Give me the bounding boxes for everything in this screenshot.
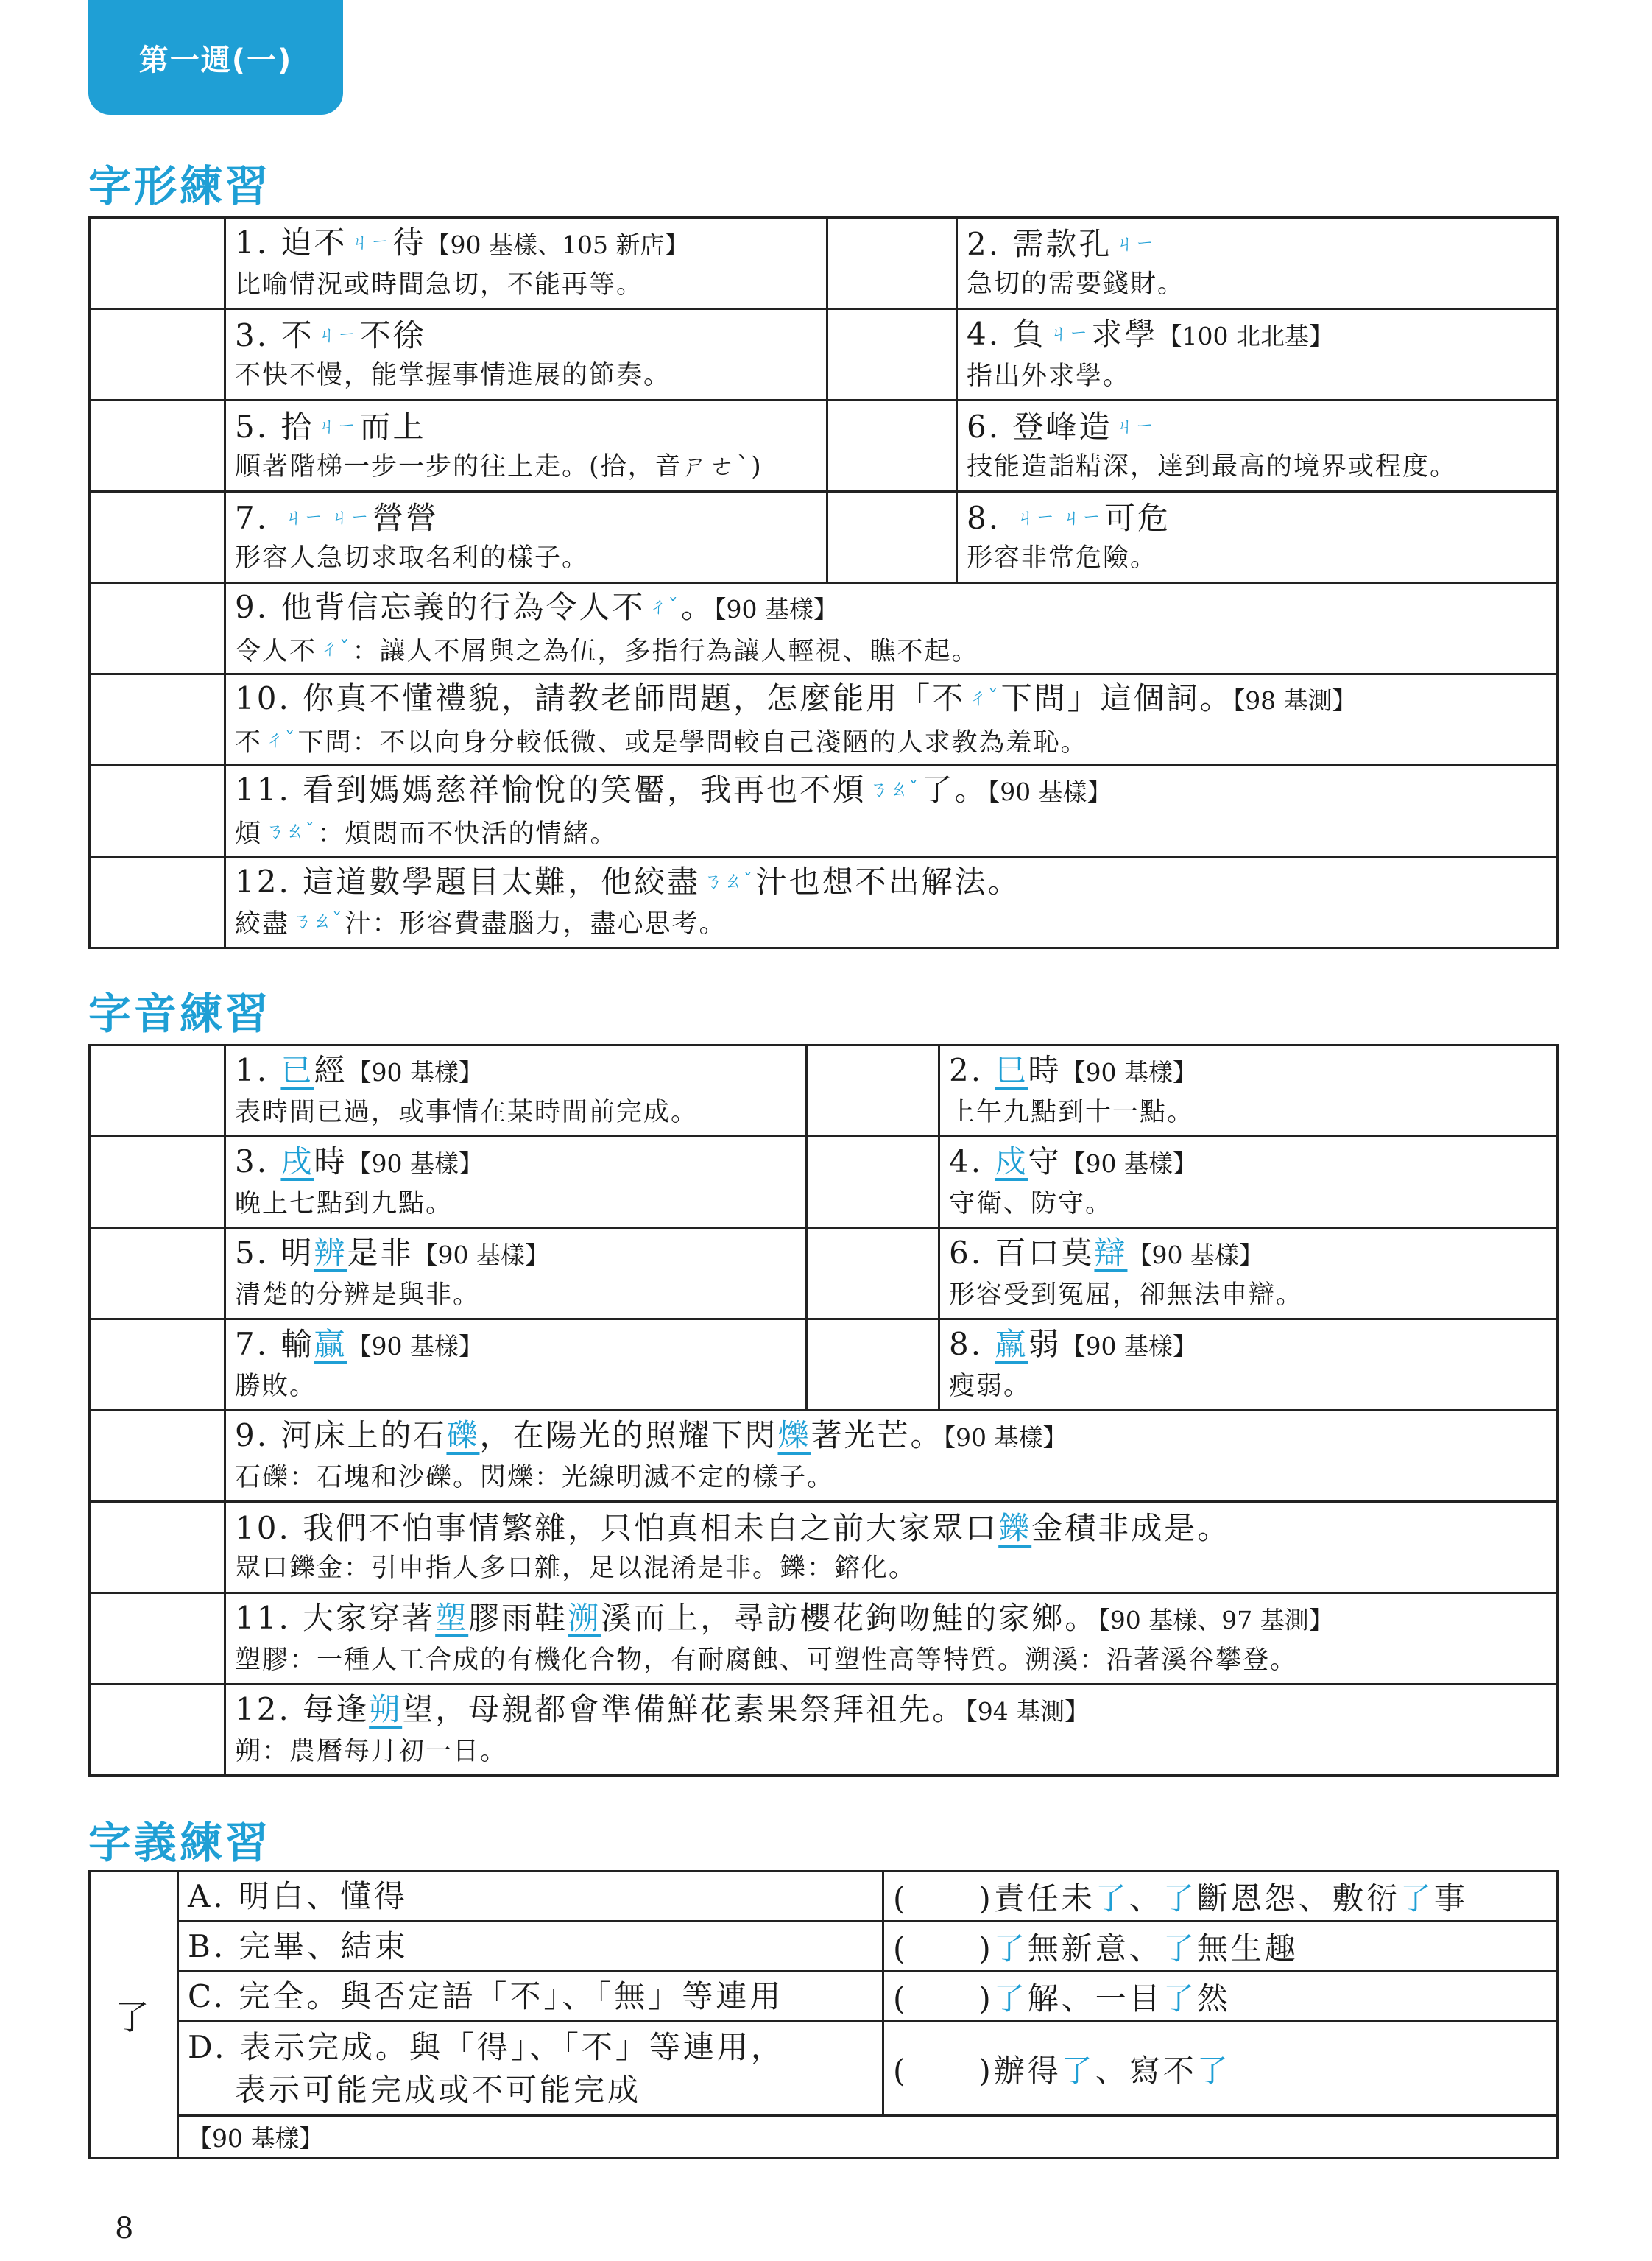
spacer-cell bbox=[827, 492, 957, 583]
label-cell bbox=[90, 218, 225, 309]
section-title-meaning: 字義練習 bbox=[88, 1818, 272, 1868]
source-tag: 【90 基樣】 bbox=[347, 1058, 483, 1087]
sound-item-wide bbox=[225, 1502, 1558, 1593]
highlighted-char: 戍 bbox=[995, 1143, 1028, 1179]
label-cell bbox=[90, 1137, 225, 1228]
week-tab bbox=[88, 0, 343, 115]
item-sentence bbox=[235, 1689, 1547, 1732]
zhuyin-annotation: ㄐㄧ bbox=[1048, 322, 1089, 345]
item-definition bbox=[235, 722, 1547, 762]
item-definition: 指出外求學。 bbox=[967, 361, 1131, 391]
zhuyin-annotation: ㄔˇ bbox=[265, 728, 295, 752]
sound-item bbox=[939, 1228, 1558, 1319]
highlighted-char: 了 bbox=[1399, 1880, 1434, 1916]
item-definition: 技能造詣精深，達到最高的境界或程度。 bbox=[967, 451, 1458, 482]
spacer-cell bbox=[807, 1319, 939, 1411]
zhuyin-annotation: ㄋㄠˇ bbox=[292, 910, 342, 933]
highlighted-char: 贏 bbox=[314, 1326, 347, 1362]
spacer-cell bbox=[827, 309, 957, 401]
term-text: 不徐 bbox=[359, 317, 426, 353]
item-number: 2. bbox=[949, 1052, 995, 1088]
zhuyin-annotation: ㄐㄧ bbox=[1115, 232, 1155, 255]
item-number: 7. bbox=[235, 499, 281, 536]
example-line bbox=[893, 1925, 1547, 1969]
highlighted-char: 辯 bbox=[1094, 1235, 1128, 1271]
item-definition: 表時間已過，或事情在某時間前完成。 bbox=[235, 1098, 699, 1127]
source-tag: 【90 基樣】 bbox=[347, 1149, 483, 1178]
highlighted-char: 朔 bbox=[369, 1691, 403, 1727]
label-cell bbox=[90, 492, 225, 583]
item-definition: 形容受到冤屈，卻無法申辯。 bbox=[949, 1280, 1304, 1310]
zhuyin-annotation: ㄔˇ bbox=[968, 686, 998, 710]
item-definition: 朔：農曆每月初一日。 bbox=[235, 1737, 508, 1766]
zhuyin-annotation: ㄔˇ bbox=[320, 637, 350, 660]
item-number: 4. bbox=[967, 316, 1013, 352]
sentence-text: 這道數學題目太難，他絞盡 bbox=[303, 864, 701, 900]
definition-text: ：煩悶而不快活的情緒。 bbox=[317, 819, 618, 849]
source-tag: 【90 基樣】 bbox=[1127, 1241, 1263, 1269]
item-number: 12. bbox=[235, 864, 303, 900]
spacer-cell bbox=[827, 401, 957, 492]
sentence-text: 每逢 bbox=[303, 1691, 370, 1727]
item-definition: 清楚的分辨是與非。 bbox=[235, 1280, 481, 1310]
sound-item bbox=[225, 1137, 807, 1228]
item-number: 2. bbox=[967, 225, 1013, 262]
term-text: 登峰造 bbox=[1012, 408, 1112, 445]
label-cell bbox=[90, 583, 225, 674]
item-number: 6. bbox=[967, 408, 1013, 445]
term-text: 不 bbox=[280, 317, 314, 353]
item-number: 10. bbox=[235, 680, 303, 716]
label-cell bbox=[90, 1228, 225, 1319]
item-term bbox=[949, 1050, 1547, 1093]
sound-item bbox=[939, 1045, 1558, 1137]
item-term bbox=[967, 406, 1547, 448]
sound-item bbox=[939, 1137, 1558, 1228]
term-text: 可危 bbox=[1104, 499, 1171, 536]
zhuyin-annotation: ㄔˇ bbox=[648, 595, 678, 618]
meaning-practice-table bbox=[88, 1870, 1559, 2159]
sentence-text: 看到媽媽慈祥愉悅的笑靨，我再也不煩 bbox=[303, 771, 866, 808]
item-number: 12. bbox=[235, 1691, 303, 1727]
term-text: 明 bbox=[280, 1235, 314, 1271]
item-number: 1. bbox=[235, 1052, 281, 1088]
item-term bbox=[235, 1324, 797, 1367]
label-cell bbox=[90, 1593, 225, 1685]
shape-item-wide bbox=[225, 766, 1558, 857]
sound-row bbox=[90, 1411, 1558, 1502]
term-text: 迫不 bbox=[280, 225, 347, 261]
shape-row bbox=[90, 218, 1558, 309]
sound-item bbox=[939, 1319, 1558, 1411]
label-cell bbox=[90, 309, 225, 401]
answer-paren-close: ) bbox=[978, 1930, 994, 1967]
shape-item-wide bbox=[225, 857, 1558, 948]
highlighted-char: 巳 bbox=[995, 1052, 1028, 1088]
highlighted-char: 了 bbox=[1162, 1880, 1197, 1916]
term-text: 時 bbox=[314, 1143, 347, 1179]
highlighted-char: 戌 bbox=[280, 1143, 314, 1179]
sound-item-wide bbox=[225, 1593, 1558, 1685]
item-term bbox=[967, 224, 1547, 265]
shape-item-wide bbox=[225, 583, 1558, 674]
sentence-text: 望，母親都會準備鮮花素果祭拜祖先。 bbox=[402, 1691, 966, 1727]
source-tag: 【90 基樣】 bbox=[1061, 1149, 1197, 1178]
example-cell bbox=[883, 1922, 1558, 1972]
item-term bbox=[235, 498, 817, 539]
example-text: 事 bbox=[1433, 1880, 1468, 1916]
highlighted-char: 鑠 bbox=[998, 1509, 1032, 1546]
example-text: 無生趣 bbox=[1196, 1930, 1299, 1967]
sound-item-wide bbox=[225, 1411, 1558, 1502]
item-sentence bbox=[235, 1508, 1547, 1549]
meaning-definition bbox=[178, 1972, 883, 2022]
item-term bbox=[235, 1141, 797, 1185]
sound-row bbox=[90, 1502, 1558, 1593]
term-text: 需款孔 bbox=[1012, 225, 1112, 262]
sound-row bbox=[90, 1319, 1558, 1411]
sentence-text: 溪而上，尋訪櫻花鉤吻鮭的家鄉。 bbox=[601, 1600, 1098, 1636]
term-text: 營營 bbox=[373, 499, 440, 536]
source-tag: 【94 基測】 bbox=[965, 1697, 1090, 1726]
item-number: 10. bbox=[235, 1509, 303, 1546]
highlighted-char: 辨 bbox=[314, 1235, 347, 1271]
meaning-definition bbox=[178, 2022, 883, 2116]
example-line bbox=[893, 1874, 1547, 1919]
meaning-definition bbox=[178, 1922, 883, 1972]
term-text: 守 bbox=[1028, 1143, 1062, 1179]
example-line bbox=[893, 2047, 1547, 2091]
shape-item bbox=[225, 309, 827, 401]
highlighted-char: 礫 bbox=[446, 1417, 480, 1453]
source-tag: 【100 北北基】 bbox=[1157, 322, 1333, 350]
answer-paren-close: ) bbox=[978, 1980, 994, 2017]
source-tag: 【98 基測】 bbox=[1232, 685, 1357, 715]
shape-practice-table bbox=[88, 216, 1559, 949]
sound-row bbox=[90, 1593, 1558, 1685]
item-definition: 順著階梯一步一步的往上走。(拾，音ㄕㄜˋ) bbox=[235, 451, 763, 482]
source-tag: 【90 基樣】 bbox=[1061, 1058, 1197, 1087]
item-sentence bbox=[235, 587, 1547, 630]
shape-item-wide bbox=[225, 674, 1558, 766]
item-sentence bbox=[235, 678, 1547, 722]
term-text: 求學 bbox=[1091, 316, 1158, 352]
item-definition: 守衛、防守。 bbox=[949, 1189, 1113, 1218]
item-term bbox=[949, 1324, 1547, 1367]
item-number: 1. bbox=[235, 225, 281, 261]
spacer-cell bbox=[807, 1045, 939, 1137]
item-term bbox=[235, 222, 817, 266]
definition-text: ：讓人不屑與之為伍，多指行為讓人輕視、瞧不起。 bbox=[352, 636, 979, 666]
spacer-cell bbox=[807, 1137, 939, 1228]
zhuyin-annotation: ㄐㄧ ㄐㄧ bbox=[283, 506, 370, 529]
highlighted-char: 了 bbox=[1162, 1930, 1197, 1967]
sound-item bbox=[225, 1045, 807, 1137]
highlighted-char: 了 bbox=[1162, 1980, 1197, 2017]
example-line bbox=[893, 1975, 1547, 2019]
term-text: 弱 bbox=[1028, 1326, 1062, 1362]
item-number: 5. bbox=[235, 1235, 281, 1271]
sentence-text: 了。 bbox=[921, 771, 988, 808]
source-tag: 【90 基樣】 bbox=[713, 594, 838, 624]
item-definition bbox=[235, 903, 1547, 943]
answer-paren-close: ) bbox=[978, 2052, 994, 2089]
source-tag: 【90 基樣】 bbox=[943, 1423, 1067, 1452]
meaning-character: 了 bbox=[90, 1872, 178, 2159]
label-cell bbox=[90, 1411, 225, 1502]
label-cell bbox=[90, 1319, 225, 1411]
zhuyin-annotation: ㄐㄧ bbox=[317, 323, 357, 347]
sentence-text: 河床上的石 bbox=[280, 1417, 447, 1453]
example-text: 解、一目 bbox=[1027, 1980, 1163, 2017]
label-cell bbox=[90, 401, 225, 492]
item-number: 9. bbox=[235, 588, 281, 625]
item-definition: 比喻情況或時間急切，不能再等。 bbox=[235, 270, 644, 300]
example-cell bbox=[883, 1972, 1558, 2022]
definition-text: 絞盡 bbox=[235, 909, 290, 939]
answer-paren-open: ( bbox=[893, 1930, 908, 1967]
meaning-row bbox=[90, 1972, 1558, 2022]
sound-practice-table bbox=[88, 1044, 1559, 1777]
shape-item bbox=[957, 492, 1558, 583]
sentence-text: ，在陽光的照耀下閃 bbox=[479, 1417, 778, 1453]
sound-row bbox=[90, 1228, 1558, 1319]
term-text: 拾 bbox=[280, 408, 314, 445]
source-tag: 【90 基樣】 bbox=[987, 777, 1112, 806]
term-text: 是非 bbox=[347, 1235, 414, 1271]
shape-item bbox=[957, 309, 1558, 401]
item-number: 5. bbox=[235, 408, 281, 445]
sound-row bbox=[90, 1137, 1558, 1228]
zhuyin-annotation: ㄐㄧ bbox=[317, 415, 357, 438]
item-number: 7. bbox=[235, 1326, 281, 1362]
meaning-row bbox=[90, 1872, 1558, 1922]
item-term bbox=[235, 1050, 797, 1093]
example-text: 責任未 bbox=[993, 1880, 1095, 1916]
zhuyin-annotation: ㄐㄧ bbox=[350, 231, 390, 254]
item-sentence bbox=[235, 1598, 1547, 1641]
spacer-cell bbox=[827, 218, 957, 309]
item-definition: 瘦弱。 bbox=[949, 1372, 1031, 1401]
source-tag: 【90 基樣、97 基測】 bbox=[1098, 1606, 1333, 1634]
zhuyin-annotation: ㄐㄧ ㄐㄧ bbox=[1015, 506, 1102, 529]
highlighted-char: 了 bbox=[1095, 1880, 1129, 1916]
meaning-text: A. 明白、懂得 bbox=[188, 1877, 409, 1914]
highlighted-char: 已 bbox=[280, 1052, 314, 1088]
sentence-text: 我們不怕事情繁雜，只怕真相未白之前大家眾口 bbox=[303, 1509, 999, 1546]
item-definition: 塑膠：一種人工合成的有機化合物，有耐腐蝕、可塑性高等特質。溯溪：沿著溪谷攀登。 bbox=[235, 1646, 1298, 1675]
definition-text: 不 bbox=[235, 727, 263, 758]
shape-item bbox=[957, 218, 1558, 309]
meaning-text: B. 完畢、結束 bbox=[188, 1927, 409, 1964]
item-number: 11. bbox=[235, 1600, 303, 1636]
sentence-text: 他背信忘義的行為令人不 bbox=[280, 588, 646, 625]
shape-row bbox=[90, 857, 1558, 948]
zhuyin-annotation: ㄐㄧ bbox=[1115, 415, 1155, 438]
item-definition: 上午九點到十一點。 bbox=[949, 1098, 1195, 1127]
highlighted-char: 了 bbox=[993, 1980, 1028, 2017]
shape-row bbox=[90, 401, 1558, 492]
item-definition: 急切的需要錢財。 bbox=[967, 269, 1185, 299]
label-cell bbox=[90, 1502, 225, 1593]
shape-row bbox=[90, 492, 1558, 583]
meaning-text: C. 完全。與否定語「不」、「無」等連用 bbox=[188, 1978, 784, 2014]
definition-text: 下問：不以向身分較低微、或是學問較自己淺陋的人求教為羞恥。 bbox=[297, 727, 1088, 758]
highlighted-char: 爍 bbox=[777, 1417, 811, 1453]
meaning-row bbox=[90, 1922, 1558, 1972]
item-term bbox=[235, 406, 817, 448]
term-text: 百口莫 bbox=[995, 1235, 1095, 1271]
sentence-text: 汁也想不出解法。 bbox=[755, 864, 1021, 900]
item-term bbox=[949, 1141, 1547, 1185]
definition-text: 汁：形容費盡腦力，盡心思考。 bbox=[345, 909, 727, 939]
item-number: 6. bbox=[949, 1235, 995, 1271]
item-number: 11. bbox=[235, 771, 303, 808]
item-number: 3. bbox=[235, 317, 281, 353]
item-term bbox=[967, 314, 1547, 357]
zhuyin-annotation: ㄋㄠˇ bbox=[869, 777, 919, 801]
highlighted-char: 了 bbox=[993, 1930, 1028, 1967]
sound-item bbox=[225, 1228, 807, 1319]
item-definition: 形容非常危險。 bbox=[967, 543, 1158, 573]
sentence-text: 膠雨鞋 bbox=[468, 1600, 568, 1636]
example-text: 、寫不 bbox=[1095, 2052, 1197, 2089]
sound-item bbox=[225, 1319, 807, 1411]
item-definition: 不快不慢，能掌握事情進展的節奏。 bbox=[235, 360, 671, 390]
item-number: 3. bbox=[235, 1143, 281, 1179]
item-number: 8. bbox=[949, 1326, 995, 1362]
meaning-source-row bbox=[90, 2116, 1558, 2159]
shape-item bbox=[225, 218, 827, 309]
label-cell bbox=[90, 766, 225, 857]
example-cell bbox=[883, 2022, 1558, 2116]
meaning-row bbox=[90, 2022, 1558, 2116]
example-text: 、 bbox=[1129, 1880, 1163, 1916]
label-cell bbox=[90, 674, 225, 766]
highlighted-char: 溯 bbox=[568, 1600, 601, 1636]
label-cell bbox=[90, 857, 225, 948]
spacer-cell bbox=[807, 1228, 939, 1319]
item-number: 4. bbox=[949, 1143, 995, 1179]
shape-row bbox=[90, 583, 1558, 674]
sentence-text: 金積非成是。 bbox=[1031, 1509, 1231, 1546]
week-tab-label: 第一週(一) bbox=[138, 43, 293, 77]
shape-item bbox=[225, 401, 827, 492]
term-text: 經 bbox=[314, 1052, 347, 1088]
meaning-source: 【90 基樣】 bbox=[178, 2116, 1558, 2159]
term-text: 輸 bbox=[280, 1326, 314, 1362]
item-definition: 晚上七點到九點。 bbox=[235, 1189, 453, 1218]
example-text: 然 bbox=[1196, 1980, 1231, 2017]
sentence-text: 大家穿著 bbox=[303, 1600, 436, 1636]
source-tag: 【90 基樣】 bbox=[413, 1241, 549, 1269]
item-definition: 眾口鑠金：引申指人多口雜，足以混淆是非。鑠：鎔化。 bbox=[235, 1553, 917, 1583]
term-text: 時 bbox=[1028, 1052, 1062, 1088]
shape-item bbox=[225, 492, 827, 583]
item-definition bbox=[235, 630, 1547, 671]
term-text: 待 bbox=[392, 225, 426, 261]
zhuyin-annotation: ㄋㄠˇ bbox=[703, 870, 753, 893]
sentence-text: 。 bbox=[680, 588, 714, 625]
item-number: 9. bbox=[235, 1417, 281, 1453]
label-cell bbox=[90, 1045, 225, 1137]
source-tag: 【90 基樣】 bbox=[347, 1332, 483, 1361]
highlighted-char: 羸 bbox=[995, 1326, 1028, 1362]
label-cell bbox=[90, 1685, 225, 1776]
item-term bbox=[235, 1232, 797, 1276]
example-text: 斷恩怨、敷衍 bbox=[1196, 1880, 1400, 1916]
sentence-text: 著光芒。 bbox=[811, 1417, 944, 1453]
item-definition bbox=[235, 813, 1547, 853]
item-sentence bbox=[235, 1415, 1547, 1458]
term-text: 負 bbox=[1012, 316, 1046, 352]
term-text: 而上 bbox=[359, 408, 426, 445]
meaning-text-continued: 表示可能完成或不可能完成 bbox=[235, 2071, 642, 2108]
zhuyin-annotation: ㄋㄠˇ bbox=[265, 819, 315, 843]
item-definition: 石礫：石塊和沙礫。閃爍：光線明滅不定的樣子。 bbox=[235, 1463, 835, 1492]
shape-row bbox=[90, 309, 1558, 401]
example-text: 辦得 bbox=[993, 2052, 1062, 2089]
item-sentence bbox=[235, 769, 1547, 813]
shape-row bbox=[90, 766, 1558, 857]
meaning-text: D. 表示完成。與「得」、「不」等連用， bbox=[188, 2028, 785, 2065]
answer-paren-close: ) bbox=[978, 1880, 994, 1916]
highlighted-char: 塑 bbox=[435, 1600, 469, 1636]
definition-text: 煩 bbox=[235, 819, 263, 849]
section-title-sound: 字音練習 bbox=[88, 989, 272, 1039]
item-sentence bbox=[235, 861, 1547, 903]
source-tag: 【90 基樣】 bbox=[1061, 1332, 1197, 1361]
item-number: 8. bbox=[967, 499, 1013, 536]
shape-row bbox=[90, 674, 1558, 766]
sound-row bbox=[90, 1045, 1558, 1137]
answer-paren-open: ( bbox=[893, 1980, 908, 2017]
highlighted-char: 了 bbox=[1061, 2052, 1095, 2089]
example-text: 無新意、 bbox=[1027, 1930, 1163, 1967]
sound-item-wide bbox=[225, 1685, 1558, 1776]
definition-text: 令人不 bbox=[235, 636, 317, 666]
shape-item bbox=[957, 401, 1558, 492]
sentence-text: 下問」這個詞。 bbox=[1000, 680, 1233, 716]
highlighted-char: 了 bbox=[1196, 2052, 1231, 2089]
item-term bbox=[949, 1232, 1547, 1276]
section-title-shape: 字形練習 bbox=[88, 161, 272, 211]
page-number: 8 bbox=[115, 2212, 134, 2246]
source-tag: 【90 基樣、105 新店】 bbox=[426, 230, 689, 259]
item-definition: 勝敗。 bbox=[235, 1372, 317, 1401]
sound-row bbox=[90, 1685, 1558, 1776]
meaning-definition bbox=[178, 1872, 883, 1922]
answer-paren-open: ( bbox=[893, 2052, 908, 2089]
item-term bbox=[235, 315, 817, 356]
example-cell bbox=[883, 1872, 1558, 1922]
answer-paren-open: ( bbox=[893, 1880, 908, 1916]
sentence-text: 你真不懂禮貌，請教老師問題，怎麼能用「不 bbox=[303, 680, 966, 716]
item-term bbox=[967, 498, 1547, 539]
item-definition: 形容人急切求取名利的樣子。 bbox=[235, 543, 590, 573]
